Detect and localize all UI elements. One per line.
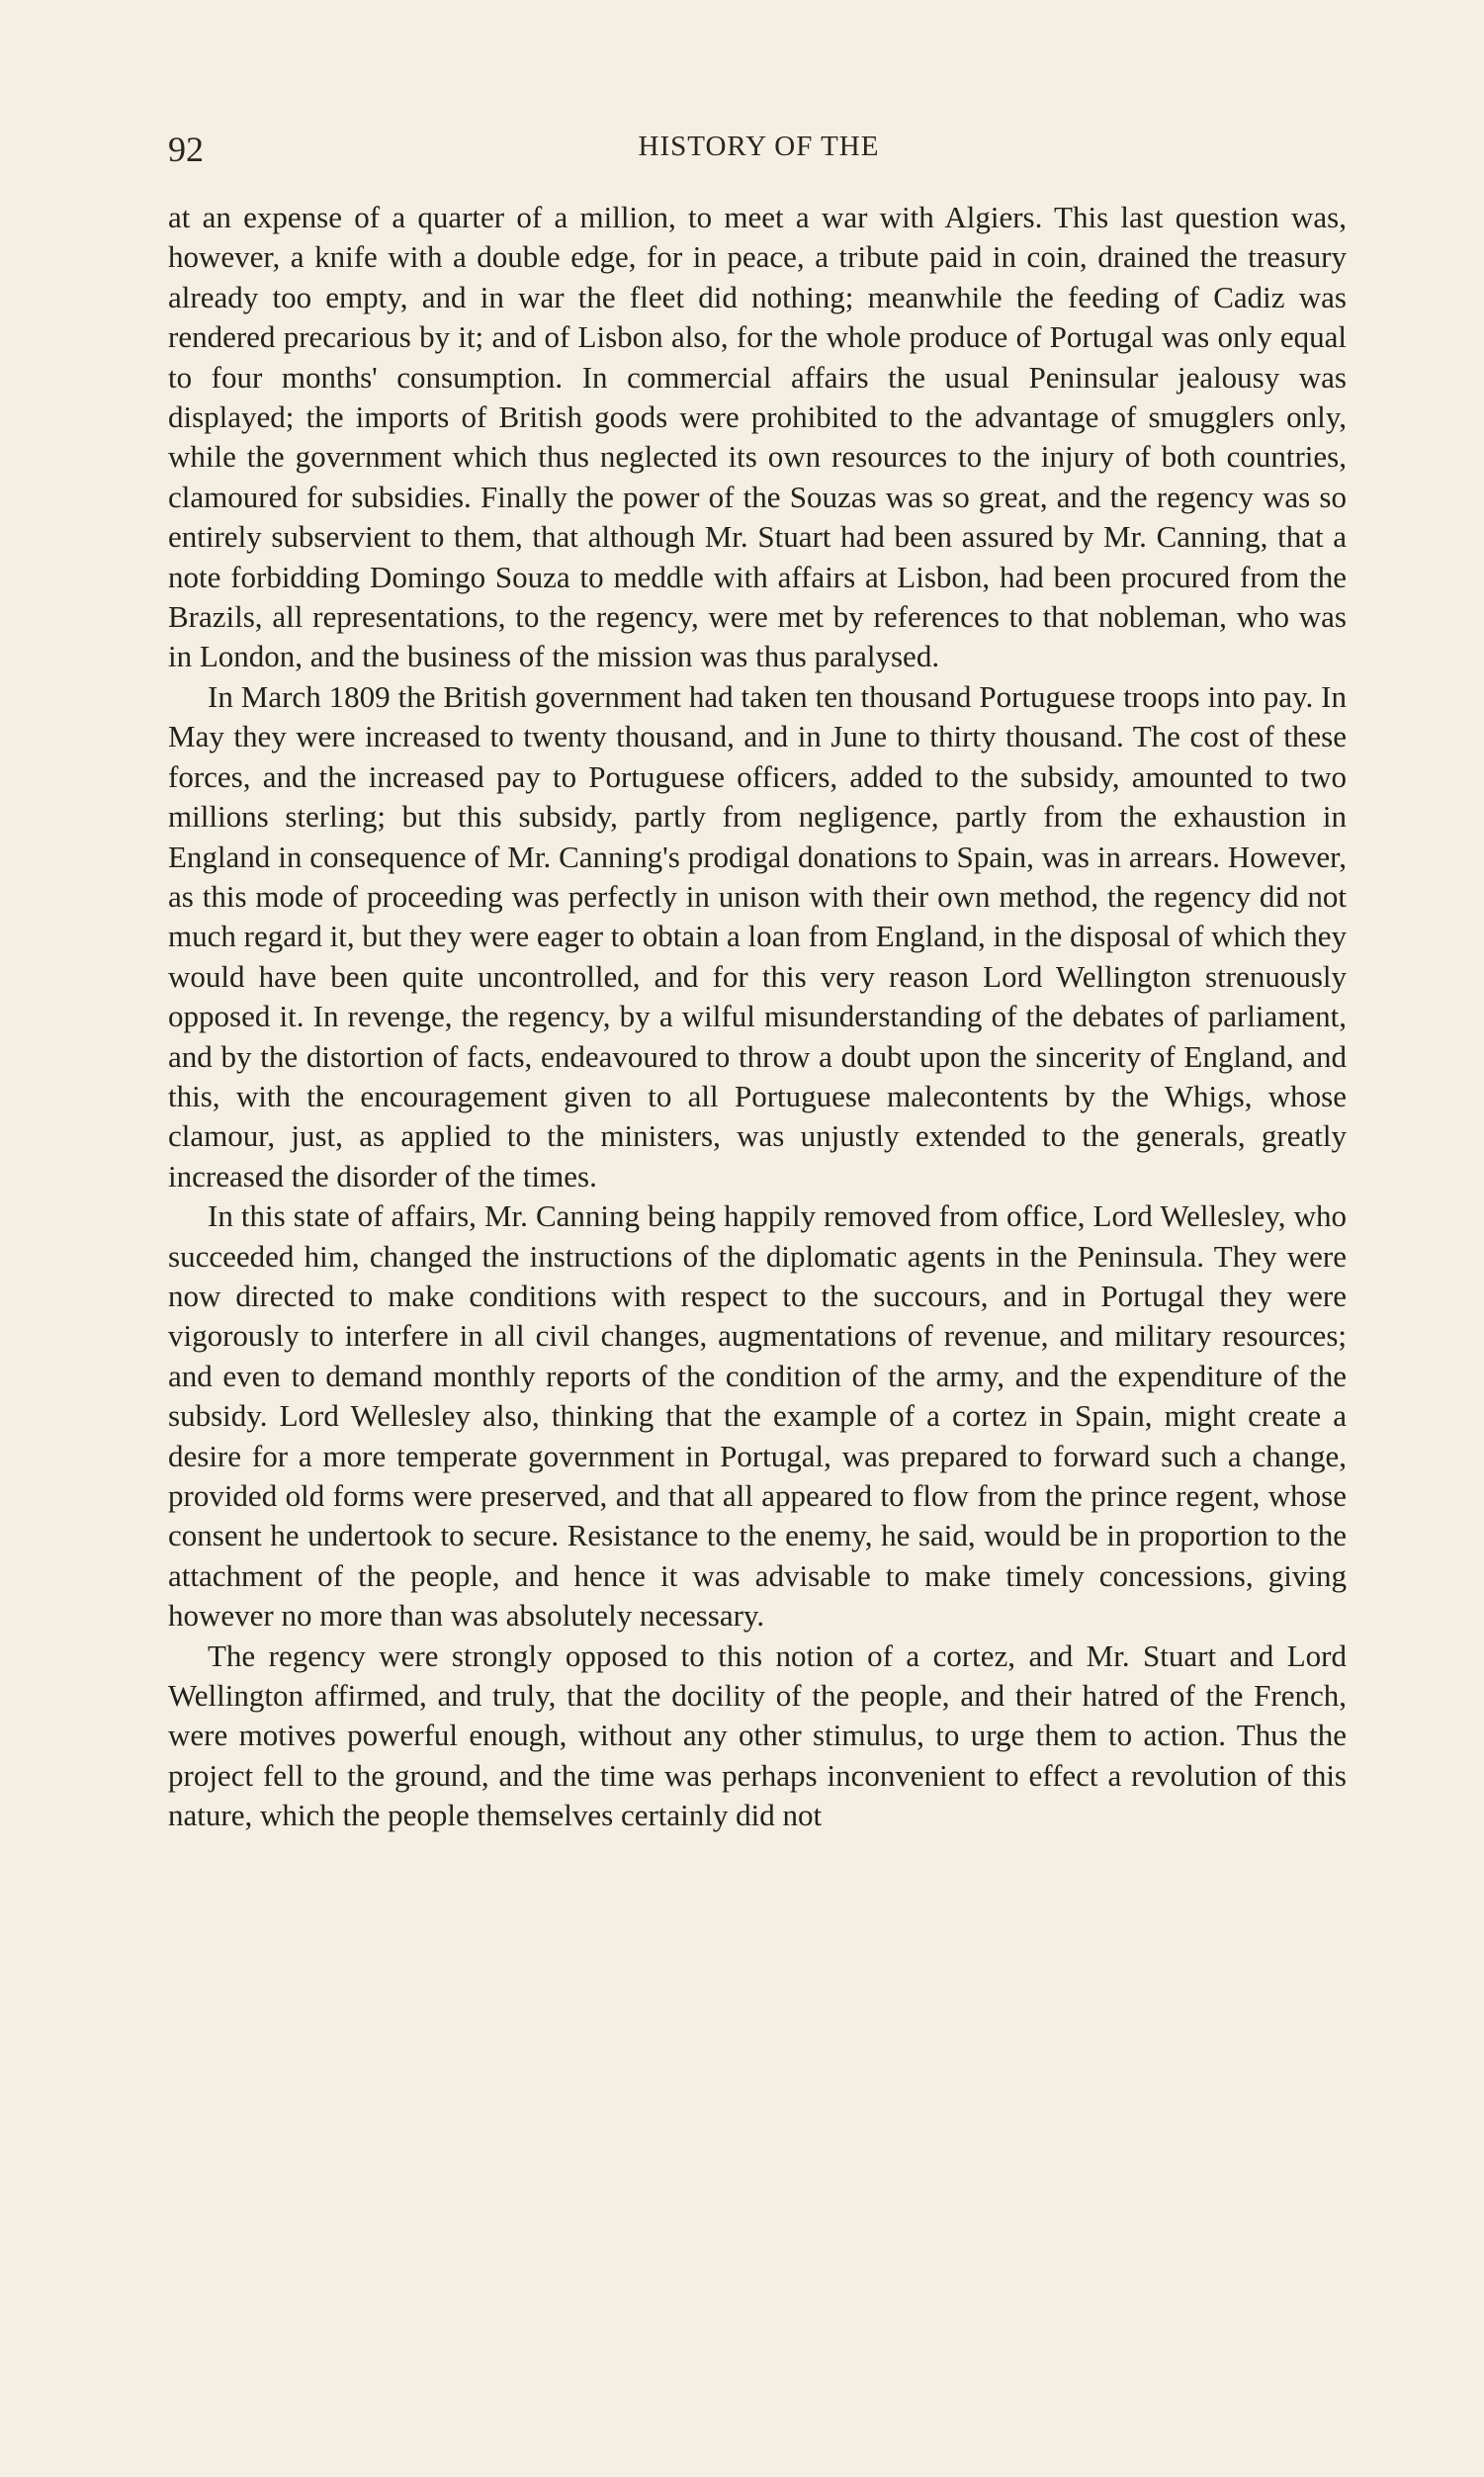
running-head (158, 127, 1359, 169)
page-number: 92 (168, 130, 204, 169)
body-text (168, 198, 1347, 1836)
paragraph: In March 1809 the British government had taken ten thousand Portuguese troops into pay. In May they were increased to twenty thousand, and in June to thirty thousand. The cost of these forces, and the increased pay to Portuguese officers, added to the subsidy, amounted to two millions sterling; but this subsidy, partly from negligence, partly from the exhaustion in England in consequence of Mr. Canning's prodigal donations to Spain, was in arrears. However, as this mode of proceeding was perfectly in unison with their own method, the regency did not much regard it, but they were eager to obtain a loan from England, in the disposal of which they would have been quite uncontrolled, and for this very reason Lord Wellington strenuously opposed it. In revenge, the regency, by a wilful misunderstanding of the debates of parliament, and by the distortion of facts, endeavoured to throw a doubt upon the sincerity of England, and this, with the encouragement given to all Portuguese malecontents by the Whigs, whose clamour, just, as applied to the ministers, was unjustly extended to the generals, greatly increased the disorder of the times. (168, 678, 1347, 1194)
paragraph: In this state of affairs, Mr. Canning being happily removed from office, Lord Wellesley, who succeeded him, changed the instructions of the diplomatic agents in the Peninsula. They were now directed to make conditions with respect to the succours, and in Portugal they were vigorously to interfere in all civil changes, augmentations of revenue, and military resources; and even to demand monthly reports of the condition of the army, and the expenditure of the subsidy. Lord Wellesley also, thinking that the example of a cortez in Spain, might create a desire for a more temperate government in Portugal, was prepared to forward such a change, provided old forms were preserved, and that all appeared to flow from the prince regent, whose consent he undertook to secure. Resistance to the enemy, he said, would be in proportion to the attachment of the people, and hence it was advisable to make timely concessions, giving however no more than was absolutely necessary. (168, 1198, 1347, 1634)
running-title: HISTORY OF THE (638, 131, 880, 162)
paragraph: The regency were strongly opposed to this notion of a cortez, and Mr. Stuart and Lord Wellington affirmed, and truly, that the docility of the people, and their hatred of the French, were motives powerful enough, without any other stimulus, to urge them to action. Thus the project fell to the ground, and the time was perhaps inconvenient to effect a revolution of this nature, which the people themselves certainly did not (168, 1637, 1347, 1833)
paragraph: at an expense of a quarter of a million, to meet a war with Algiers. This last question was, however, a knife with a double edge, for in peace, a tribute paid in coin, drained the treasury already too empty, and in war the fleet did nothing; meanwhile the feeding of Cadiz was rendered precarious by it; and of Lisbon also, for the whole produce of Portugal was only equal to four months' consumption. In commercial affairs the usual Peninsular jealousy was displayed; the imports of British goods were prohibited to the advantage of smugglers only, while the government which thus neglected its own resources to the injury of both countries, clamoured for subsidies. Finally the power of the Souzas was so great, and the regency was so entirely subservient to them, that although Mr. Stuart had been assured by Mr. Canning, that a note forbidding Domingo Souza to meddle with affairs at Lisbon, had been procured from the Brazils, all representations, to the regency, were met by references to that nobleman, who was in London, and the business of the mission was thus paralysed. (168, 200, 1347, 674)
